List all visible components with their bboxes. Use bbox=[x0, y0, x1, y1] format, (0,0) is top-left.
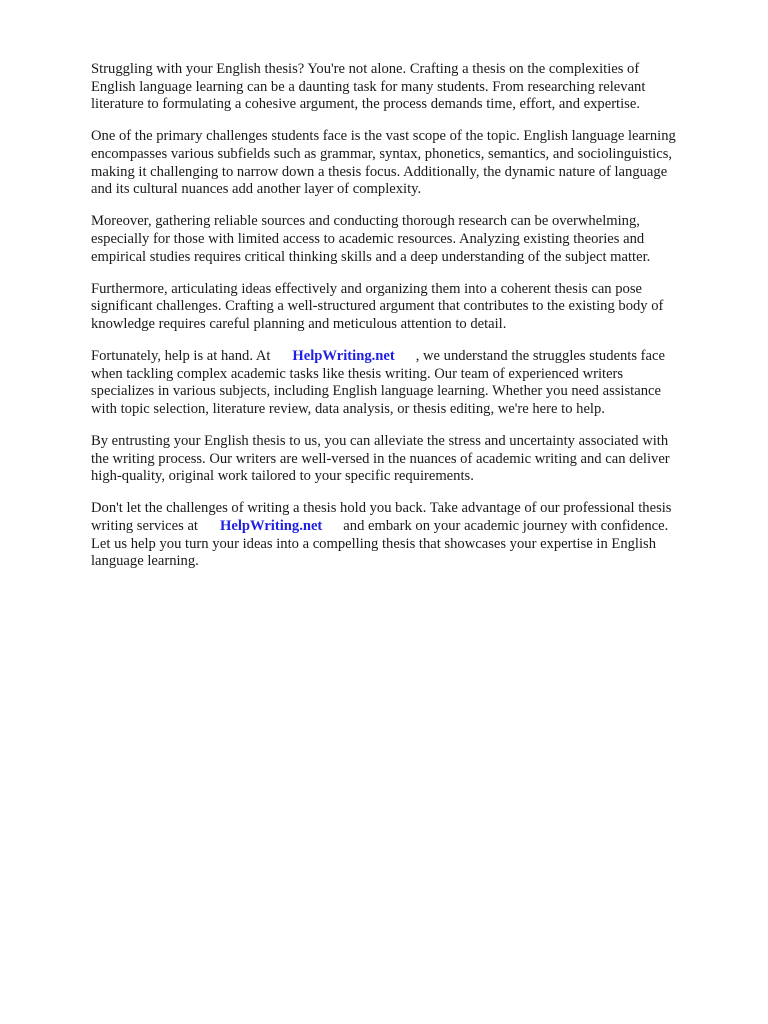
paragraph-articulation: Furthermore, articulating ideas effectively and organizing them into a coherent thesis can pose significant challenges. Crafting a well-structured argument that contributes to the existing body of knowledge requires careful planning and meticulous attention to detail. bbox=[91, 280, 664, 332]
paragraph-research: Moreover, gathering reliable sources and conducting thorough research can be overwhelming, especially for those with limited access to academic resources. Analyzing existing theories and empirical studies requires critical thinking skills and a deep understanding of the subject matter. bbox=[91, 213, 651, 265]
paragraph-closing-lead: Don't let the challenges of writing a thesis hold you back. Take advantage of our professional thesis writing services at bbox=[91, 500, 672, 535]
paragraph-closing bbox=[91, 500, 721, 570]
helpwriting-link-2[interactable]: HelpWriting.net bbox=[220, 518, 323, 535]
paragraph-help bbox=[91, 348, 721, 418]
paragraph-intro: Struggling with your English thesis? You're not alone. Crafting a thesis on the complexities of English language learning can be a daunting task for many students. From researching relevant literature to formulating a cohesive argument, the process demands time, effort, and expertise. bbox=[91, 61, 646, 113]
paragraph-closing-rest: and embark on your academic journey with confidence. Let us help you turn your ideas into a compelling thesis that showcases your expertise in English language learning. bbox=[91, 518, 669, 570]
paragraph-entrust: By entrusting your English thesis to us, you can alleviate the stress and uncertainty associated with the writing process. Our writers are well-versed in the nuances of academic writing and can deliver high-quality, original work tailored to your specific requirements. bbox=[91, 433, 670, 485]
paragraph-help-lead: Fortunately, help is at hand. At bbox=[91, 348, 271, 365]
paragraph-scope: One of the primary challenges students face is the vast scope of the topic. English language learning encompasses various subfields such as grammar, syntax, phonetics, semantics, and sociolinguistics, making it challenging to narrow down a thesis focus. Additionally, the dynamic nature of language and its cultural nuances add another layer of complexity. bbox=[91, 128, 676, 198]
helpwriting-link[interactable]: HelpWriting.net bbox=[292, 348, 395, 365]
paragraph-help-rest: , we understand the struggles students face when tackling complex academic tasks like thesis writing. Our team of experienced writers specializes in various subjects, including English language learning. Whether you need assistance with topic selection, literature review, data analysis, or thesis editing, we're here to help. bbox=[91, 348, 665, 417]
document-body bbox=[91, 61, 721, 585]
